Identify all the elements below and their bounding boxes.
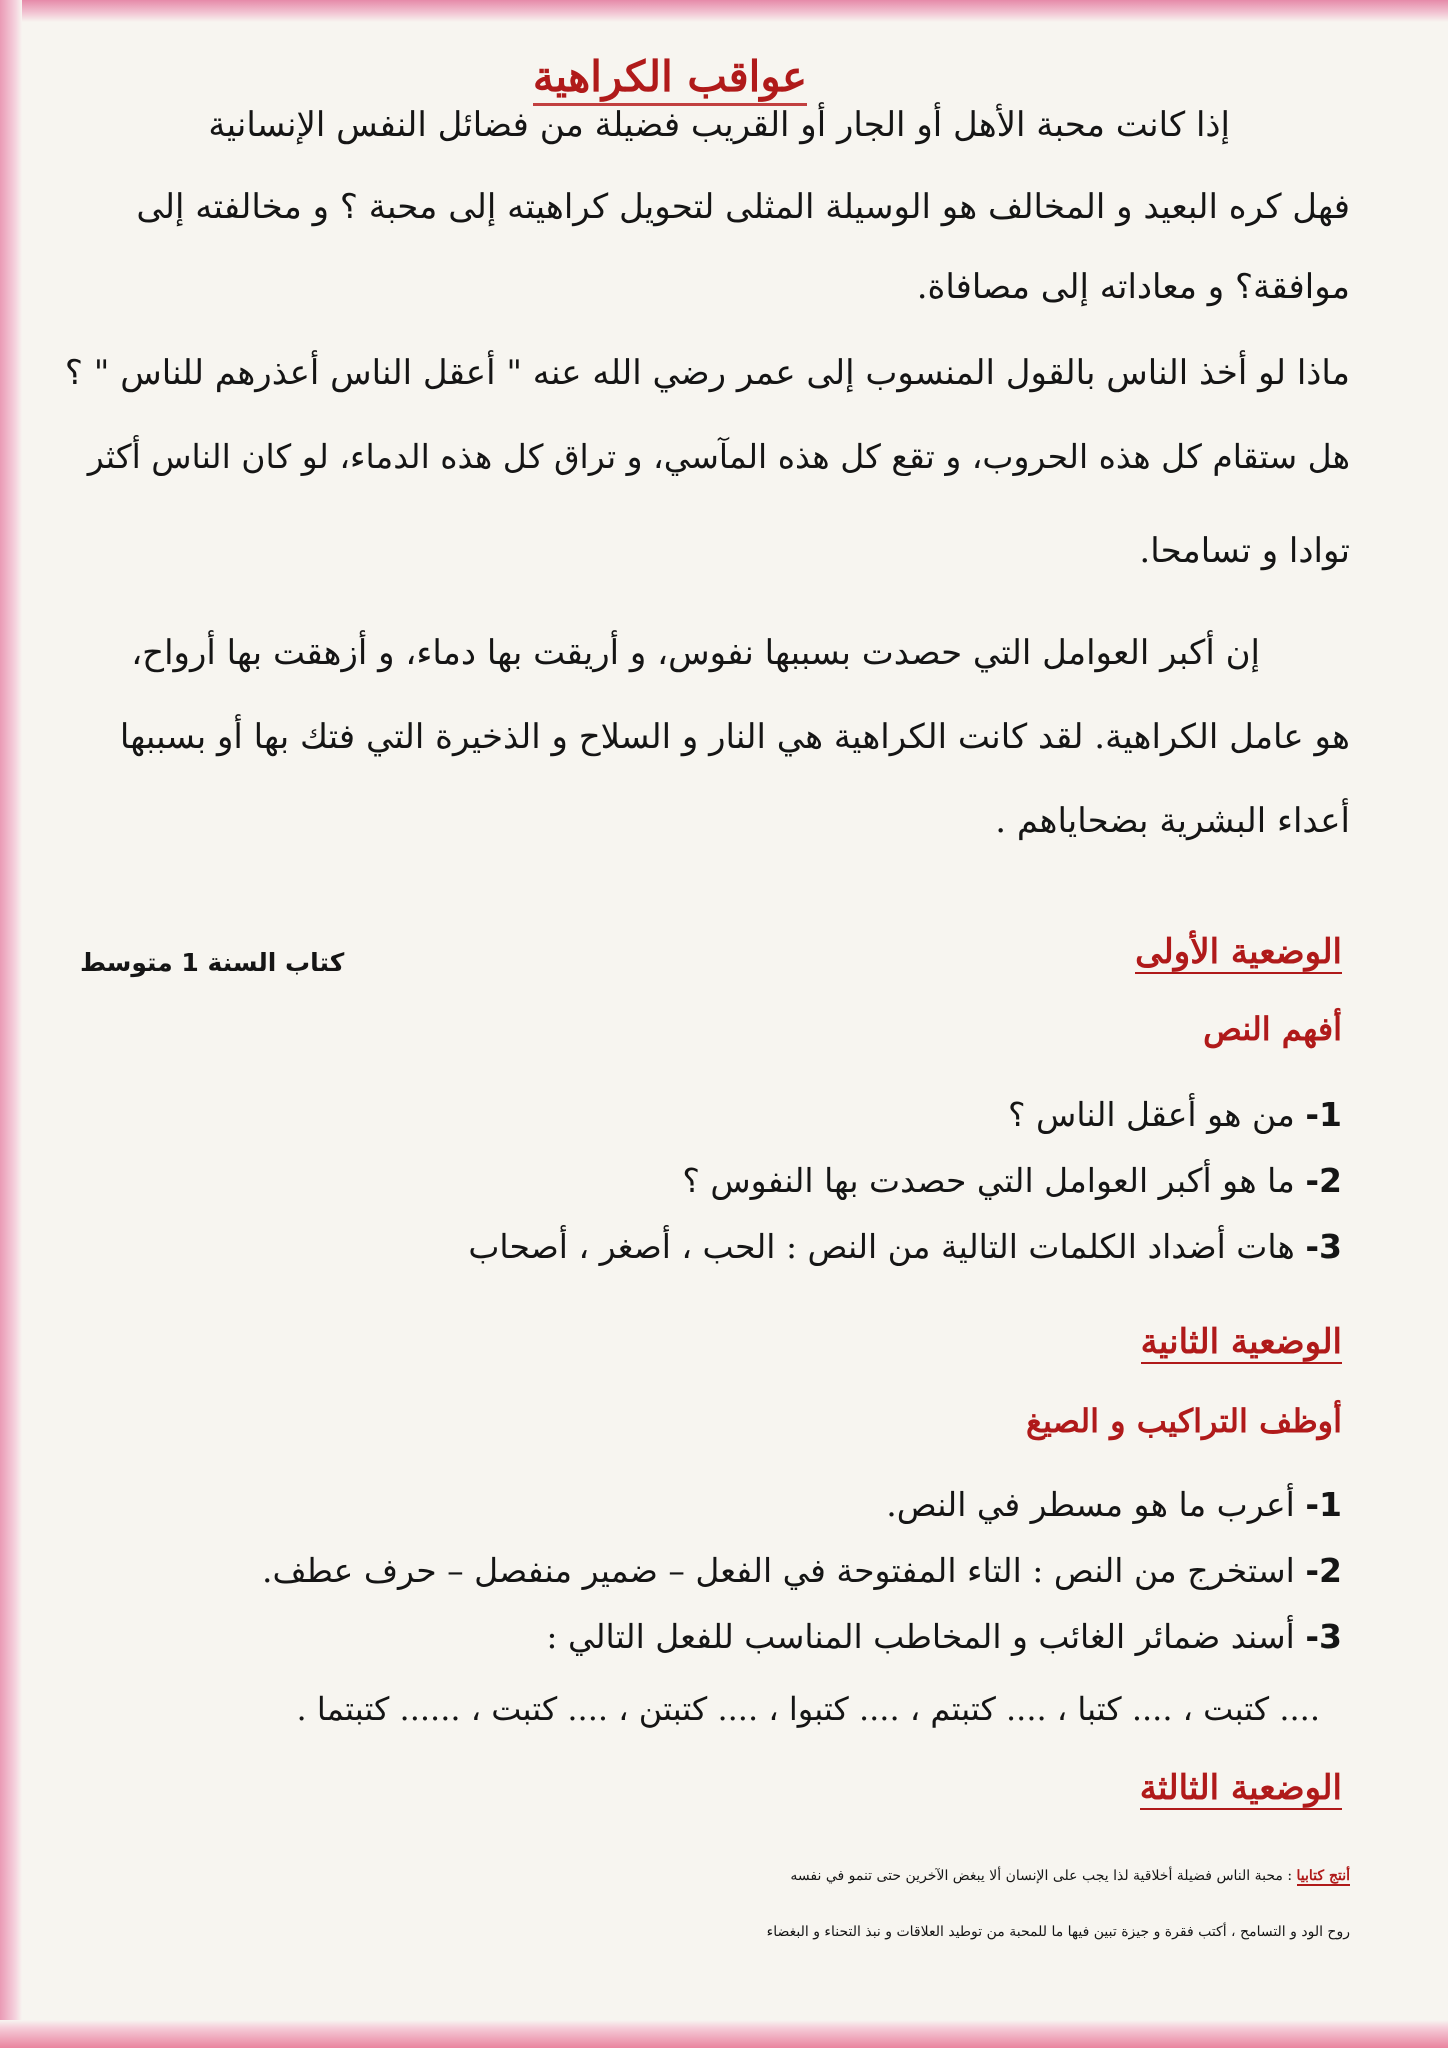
question-number: 1- <box>1305 1485 1342 1524</box>
paragraph1-line1: إذا كانت محبة الأهل أو الجار أو القريب فضيلة من فضائل النفس الإنسانية <box>208 105 1230 145</box>
paragraph1-line2: فهل كره البعيد و المخالف هو الوسيلة المثلى لتحويل كراهيته إلى محبة ؟ و مخالفته إلى <box>136 187 1350 227</box>
section1-question <box>468 1222 1342 1272</box>
paragraph2-line1: إن أكبر العوامل التي حصدت بسببها نفوس، و أريقت بها دماء، و أزهقت بها أرواح، <box>131 633 1260 673</box>
section2-question <box>886 1480 1342 1530</box>
paragraph1-line3: موافقة؟ و معاداته إلى مصافاة. <box>916 267 1350 307</box>
question-number: 3- <box>1305 1227 1342 1266</box>
document-title <box>60 52 1280 101</box>
section3-heading-text: الوضعية الثالثة <box>1139 1768 1342 1808</box>
section1-heading-text: الوضعية الأولى <box>1135 932 1342 972</box>
question-text: ما هو أكبر العوامل التي حصدت بها النفوس ؟ <box>682 1161 1295 1200</box>
section1-subheading: أفهم النص <box>1203 1010 1342 1048</box>
paragraph1-line6: توادا و تسامحا. <box>1139 531 1350 571</box>
section1-question <box>682 1156 1342 1206</box>
document-title-text: عواقب الكراهية <box>533 52 807 106</box>
question-number: 3- <box>1305 1617 1342 1656</box>
section3-heading <box>1140 1768 1342 1808</box>
question-number: 1- <box>1305 1095 1342 1134</box>
section2-question <box>262 1546 1342 1596</box>
question-number: 2- <box>1305 1161 1342 1200</box>
conjugation-line: .... كتبت ، .... كتبا ، .... كتبتم ، .... كتبوا ، .... كتبتن ، .... كتبت ، ...... كتبتما . <box>296 1690 1320 1728</box>
question-text: هات أضداد الكلمات التالية من النص : الحب ، أصغر ، أصحاب <box>468 1227 1295 1266</box>
question-text: استخرج من النص : التاء المفتوحة في الفعل – ضمير منفصل – حرف عطف. <box>261 1551 1295 1590</box>
production-text: : محبة الناس فضيلة أخلاقية لذا يجب على الإنسان ألا يبغض الآخرين حتى تنمو في نفسه <box>790 1868 1293 1884</box>
section2-heading <box>1141 1322 1342 1362</box>
production-label: أنتج كتابيا <box>1296 1868 1350 1884</box>
book-info: كتاب السنة 1 متوسط <box>80 948 345 977</box>
question-text: أعرب ما هو مسطر في النص. <box>886 1485 1295 1524</box>
section2-subheading: أوظف التراكيب و الصيغ <box>1025 1402 1342 1440</box>
section3-line2: روح الود و التسامح ، أكتب فقرة و جيزة تبين فيها ما للمحبة من توطيد العلاقات و نبذ التحناء و البغضاء <box>766 1924 1350 1940</box>
question-text: من هو أعقل الناس ؟ <box>1008 1095 1295 1134</box>
pink-border-left <box>0 0 22 2048</box>
paragraph1-line4: ماذا لو أخذ الناس بالقول المنسوب إلى عمر رضي الله عنه " أعقل الناس أعذرهم للناس " ؟ <box>64 353 1350 393</box>
section1-question <box>1008 1090 1342 1140</box>
paragraph2-line3: أعداء البشرية بضحاياهم . <box>995 801 1350 841</box>
paragraph2-line2: هو عامل الكراهية. لقد كانت الكراهية هي النار و السلاح و الذخيرة التي فتك بها أو بسببها <box>119 717 1350 757</box>
document-page <box>60 0 1350 2048</box>
question-text: أسند ضمائر الغائب و المخاطب المناسب للفعل التالي : <box>546 1617 1295 1656</box>
section2-heading-text: الوضعية الثانية <box>1140 1322 1342 1362</box>
paragraph1-line5: هل ستقام كل هذه الحروب، و تقع كل هذه المآسي، و تراق كل هذه الدماء، لو كان الناس أكثر <box>87 437 1350 476</box>
section1-heading <box>1135 932 1342 972</box>
section3-line1 <box>20 1856 1350 1896</box>
question-number: 2- <box>1305 1551 1342 1590</box>
section2-question <box>546 1612 1342 1662</box>
